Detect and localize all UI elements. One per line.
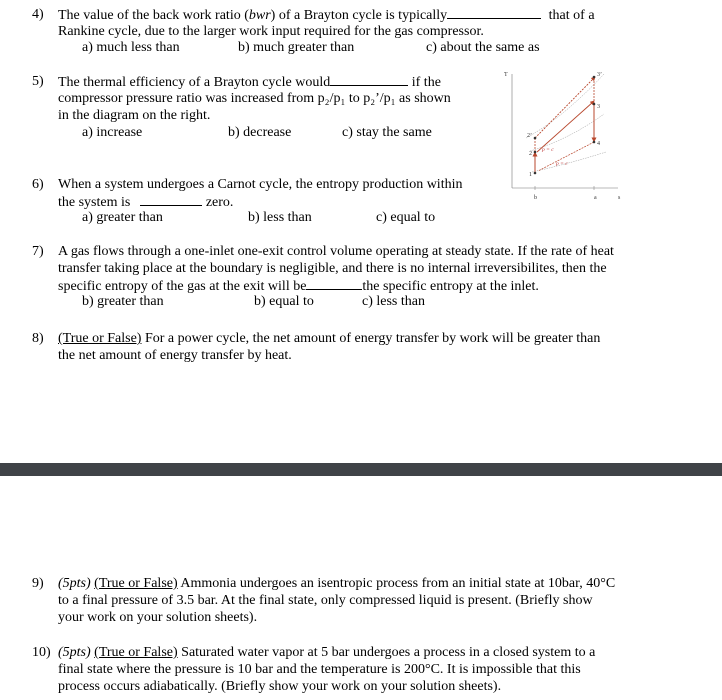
question-number: 6) (32, 177, 44, 192)
state-point-2prime (534, 137, 537, 140)
q5-option-a[interactable]: a) increase (82, 125, 143, 140)
state-point-3prime (593, 76, 596, 79)
q7-answer-blank[interactable] (306, 277, 362, 290)
heat-addition-2prime-3prime (535, 78, 594, 138)
q5-text-b: if the (411, 75, 441, 90)
q7-text-b: the specific entropy at the inlet. (362, 279, 539, 294)
label-2prime: 2’ (527, 133, 532, 139)
y-axis-label: T (504, 72, 508, 78)
label-a: a (594, 195, 597, 201)
question-number: 4) (32, 7, 44, 22)
state-point-1 (534, 172, 537, 175)
label-b: b (534, 195, 537, 201)
question-number: 8) (32, 331, 44, 346)
q7-option-c[interactable]: c) less than (362, 294, 425, 309)
state-point-4 (593, 141, 596, 144)
q9-line2: to a final pressure of 3.5 bar. At the final state, only compressed liquid is present. (Briefly show (58, 593, 593, 608)
ts-diagram (504, 68, 622, 208)
q5-line3: in the diagram on the right. (58, 108, 211, 123)
q9-points: (5pts) (58, 576, 91, 591)
q4-bwr: bwr (248, 8, 271, 23)
q6-answer-blank[interactable] (140, 193, 202, 206)
question-number: 10) (32, 645, 51, 660)
q7-option-b[interactable]: b) equal to (254, 294, 314, 309)
q8-true-false[interactable]: (True or False) (58, 331, 142, 346)
q6-line1: When a system undergoes a Carnot cycle, the entropy production within (58, 177, 463, 192)
isobar-label-lower: p = c (556, 161, 568, 167)
q9-text: Ammonia undergoes an isentropic process from an initial state at 10bar, 40°C (177, 576, 616, 591)
q4-answer-blank[interactable] (447, 6, 541, 19)
q6-text-a: the system is (58, 195, 131, 210)
state-point-3 (593, 103, 596, 106)
question-number: 7) (32, 244, 44, 259)
q7-option-a[interactable]: b) greater than (82, 294, 164, 309)
q5-text-a: The thermal efficiency of a Brayton cycle would (58, 75, 331, 90)
isobar-high (526, 74, 604, 138)
q4-text-c: ) of a Brayton cycle is typically (270, 8, 448, 23)
label-4: 4 (597, 141, 600, 147)
question-number: 9) (32, 576, 44, 591)
label-2: 2 (529, 151, 532, 157)
x-axis-label: s (618, 195, 621, 201)
q7-line2: transfer taking place at the boundary is negligible, and there is no internal irreversibilites, then the (58, 261, 607, 276)
q5-answer-blank[interactable] (330, 73, 408, 86)
q4-line2: Rankine cycle, due to the larger work input required for the gas compressor. (58, 24, 484, 39)
label-1: 1 (529, 172, 532, 178)
q9-true-false[interactable]: (True or False) (94, 576, 178, 591)
q10-text: Saturated water vapor at 5 bar undergoes a process in a closed system to a (177, 645, 596, 660)
q8-line2: the net amount of energy transfer by heat. (58, 348, 292, 363)
q5-option-c[interactable]: c) stay the same (342, 125, 432, 140)
q6-option-b[interactable]: b) less than (248, 210, 312, 225)
q10-points: (5pts) (58, 645, 91, 660)
q10-line2: final state where the pressure is 10 bar and the temperature is 200°C. It is impossible that this (58, 662, 581, 677)
q6-option-a[interactable]: a) greater than (82, 210, 163, 225)
q8-text: For a power cycle, the net amount of energy transfer by work will be greater than (141, 331, 601, 346)
q6-option-c[interactable]: c) equal to (376, 210, 436, 225)
q9-line3: your work on your solution sheets). (58, 610, 258, 625)
q4-option-a[interactable]: a) much less than (82, 40, 180, 55)
q5-option-b[interactable]: b) decrease (228, 125, 292, 140)
q7-line1: A gas flows through a one-inlet one-exit control volume operating at steady state. If the rate of heat (58, 244, 614, 259)
q4-text-d: that of a (548, 8, 595, 23)
q4-option-c[interactable]: c) about the same as (426, 40, 540, 55)
q10-true-false[interactable]: (True or False) (94, 645, 178, 660)
label-3: 3 (597, 104, 600, 110)
q4-text-a: The value of the back work ratio ( (58, 8, 249, 23)
label-3prime: 3’ (597, 72, 602, 78)
question-number: 5) (32, 74, 44, 89)
isobar-label-upper: p = c (542, 147, 554, 153)
isobar-mid (530, 114, 604, 151)
q6-text-b: zero. (205, 195, 234, 210)
q5-line2: compressor pressure ratio was increased from p₂/p₁ to p₂’/p₁ as shown (58, 91, 451, 106)
page-break-divider (0, 463, 722, 476)
q7-text-a: specific entropy of the gas at the exit will be (58, 279, 307, 294)
q4-option-b[interactable]: b) much greater than (238, 40, 355, 55)
q10-line3: process occurs adiabatically. (Briefly show your work on your solution sheets). (58, 679, 502, 694)
state-point-2 (534, 151, 537, 154)
heat-addition-2-3 (537, 102, 593, 152)
